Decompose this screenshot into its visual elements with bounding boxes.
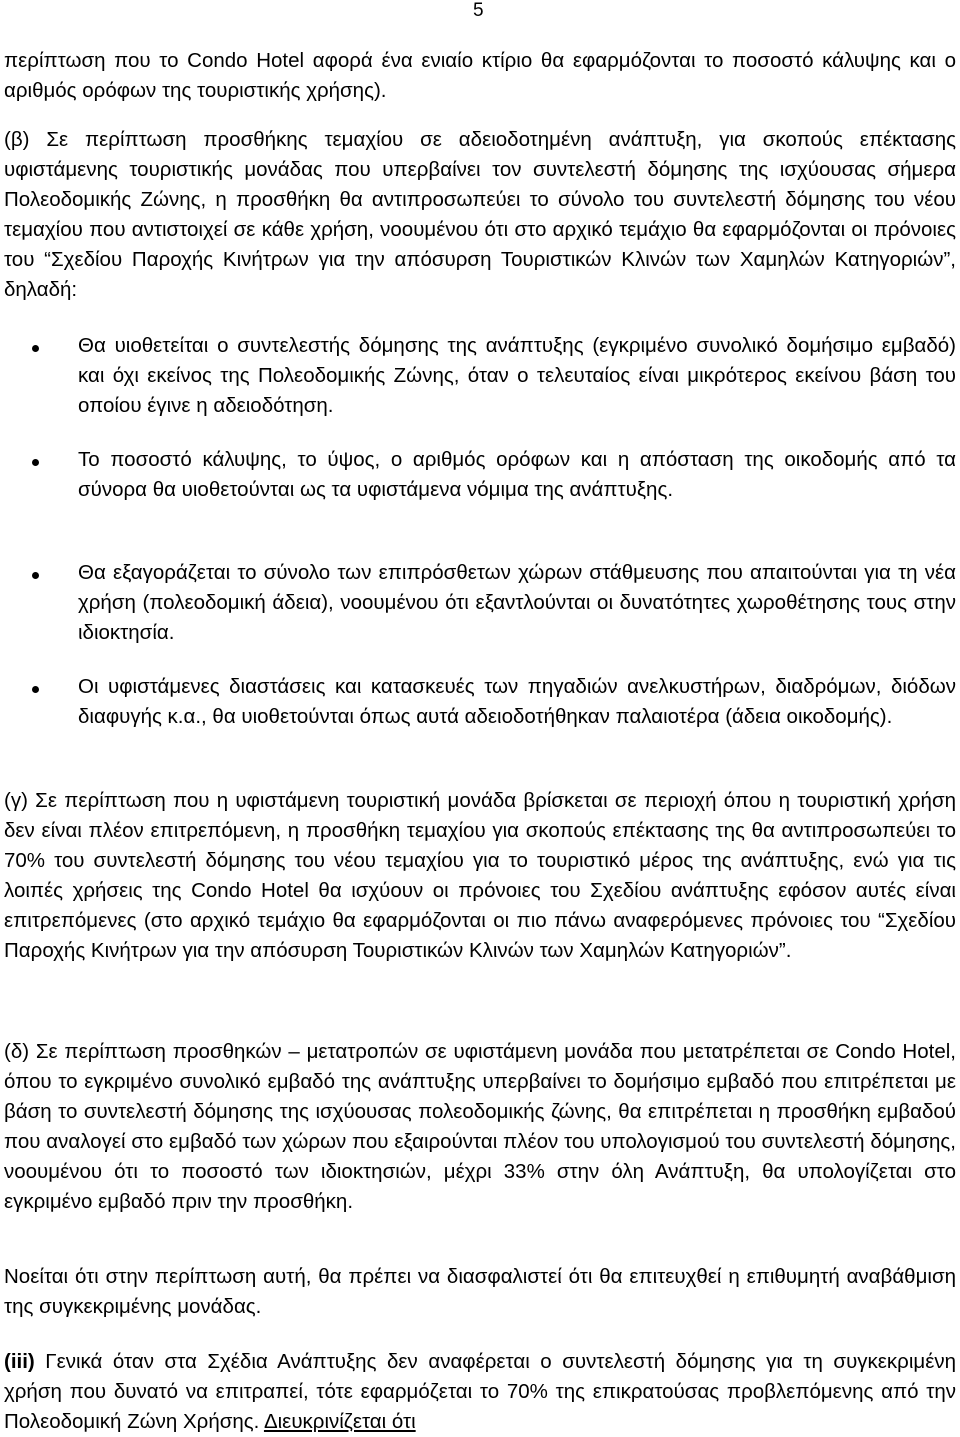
paragraph-iii-tail: Διευκρινίζεται ότι xyxy=(263,1410,416,1433)
note-paragraph: Νοείται ότι στην περίπτωση αυτή, θα πρέπει να διασφαλιστεί ότι θα επιτευχθεί η επιθυμητή αναβάθμιση της συγκεκριμένης μονάδας. xyxy=(4,1265,956,1318)
bullet-text: Το ποσοστό κάλυψης, το ύψος, ο αριθμός ορόφων και η απόσταση της οικοδομής από τα σύνορα θα υιοθετούνται ως τα υφιστάμενα νόμιμα της ανάπτυξης. xyxy=(78,448,956,501)
paragraph-b: (β) Σε περίπτωση προσθήκης τεμαχίου σε αδειοδοτημένη ανάπτυξη, για σκοπούς επέκτασης υφιστάμενης τουριστικής μονάδας που υπερβαίνει τον συντελεστή δόμησης της ισχύουσας σήμερα Πολεοδομικής Ζώνης, η προσθήκη θα αντιπροσωπεύει το σύνολο του συντελεστή δόμησης του νέου τεμαχίου που αντιστοιχεί σε κάθε χρήση, νοουμένου ότι στο αρχικό τεμάχιο θα εφαρμόζονται οι πρόνοιες του “Σχεδίου Παροχής Κινήτρων για την απόσυρση Τουριστικών Κλινών των Χαμηλών Κατηγοριών”, δηλαδή: xyxy=(4,128,956,301)
bullet-icon xyxy=(32,572,39,579)
paragraph-d: (δ) Σε περίπτωση προσθηκών – μετατροπών σε υφιστάμενη μονάδα που μετατρέπεται σε Condo Hotel, όπου το εγκριμένο συνολικό εμβαδό της ανάπτυξης υπερβαίνει το δομήσιμο εμβαδό που επιτρέπεται με βάση το συντελεστή δόμησης της ισχύουσας πολεοδομικής ζώνης, θα επιτρέπεται η προσθήκη εμβαδού που αναλογεί στο εμβαδό των χώρων που εξαιρούνται πλέον του υπολογισμού του συντελεστή δόμησης, νοουμένου ότι το ποσοστό των ιδιοκτησιών, μέχρι 33% στην όλη Ανάπτυξη, θα υπολογίζεται στο εγκριμένο εμβαδό πριν την προσθήκη. xyxy=(4,1040,956,1213)
continuation-paragraph: περίπτωση που το Condo Hotel αφορά ένα ενιαίο κτίριο θα εφαρμόζονται το ποσοστό κάλυψης και ο αριθμός ορόφων της τουριστικής χρήσης). xyxy=(4,49,956,102)
bullet-icon xyxy=(32,459,39,466)
bullet-text: Θα υιοθετείται ο συντελεστής δόμησης της ανάπτυξης (εγκριμένο συνολικό δομήσιμο εμβαδό) και όχι εκείνος της Πολεοδομικής Ζώνης, όταν ο τελευταίος είναι μικρότερος εκείνου βάση του οποίου έγινε η αδειοδότηση. xyxy=(78,334,956,417)
paragraph-iii xyxy=(4,1347,956,1437)
bullet-text: Οι υφιστάμενες διαστάσεις και κατασκευές των πηγαδιών ανελκυστήρων, διαδρόμων, διόδων διαφυγής κ.α., θα υιοθετούνται όπως αυτά αδειοδοτήθηκαν παλαιοτέρα (άδεια οικοδομής). xyxy=(78,675,956,728)
paragraph-iii-label: (iii) xyxy=(4,1350,35,1373)
bullet-icon xyxy=(32,686,39,693)
paragraph-g: (γ) Σε περίπτωση που η υφιστάμενη τουριστική μονάδα βρίσκεται σε περιοχή όπου η τουριστική χρήση δεν είναι πλέον επιτρεπόμενη, η προσθήκη τεμαχίου για σκοπούς επέκτασης της θα αντιπροσωπεύει το 70% του συντελεστή δόμησης του νέου τεμαχίου για το τουριστικό μέρος της ανάπτυξης, ενώ για τις λοιπές χρήσεις της Condo Hotel θα ισχύουν οι πρόνοιες του Σχεδίου ανάπτυξης εφόσον αυτές είναι επιτρεπόμενες (στο αρχικό τεμάχιο θα εφαρμόζονται οι πιο πάνω αναφερόμενες πρόνοιες του “Σχεδίου Παροχής Κινήτρων για την απόσυρση Τουριστικών Κλινών των Χαμηλών Κατηγοριών”. xyxy=(4,789,956,962)
paragraph-iii-text: Γενικά όταν στα Σχέδια Ανάπτυξης δεν αναφέρεται ο συντελεστή δόμησης για τη συγκεκριμένη χρήση που δυνατό να επιτραπεί, τότε εφαρμόζεται το 70% της επικρατούσας προβλεπόμενης από την Πολεοδομική Ζώνη Χρήσης. xyxy=(4,1350,956,1433)
bullet-text: Θα εξαγοράζεται το σύνολο των επιπρόσθετων χώρων στάθμευσης που απαιτούνται για τη νέα χρήση (πολεοδομική άδεια), νοουμένου ότι εξαντλούνται οι δυνατότητες χωροθέτησης τους στην ιδιοκτησία. xyxy=(78,561,956,644)
bullet-icon xyxy=(32,345,39,352)
page-number: 5 xyxy=(473,0,484,21)
